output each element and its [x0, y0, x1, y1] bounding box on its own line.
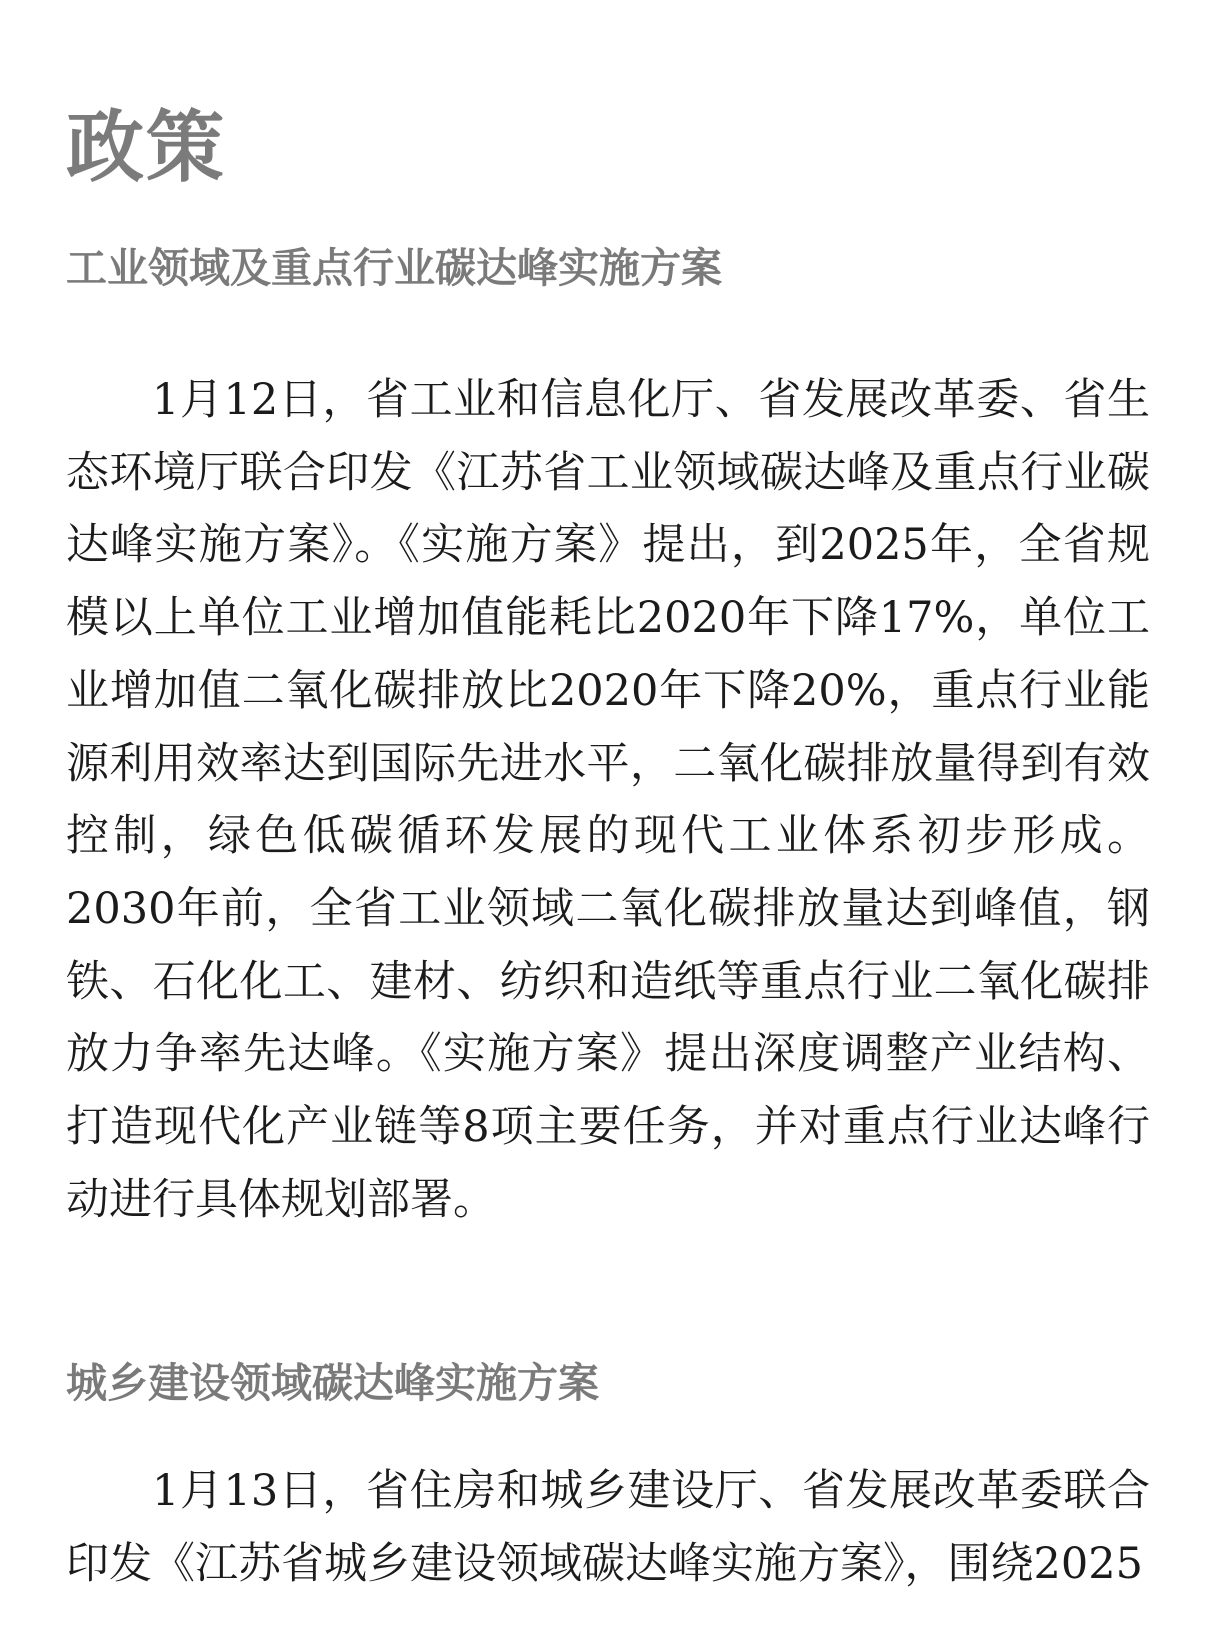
article-title: 城乡建设领域碳达峰实施方案	[66, 1359, 599, 1407]
section-title: 政策	[66, 103, 227, 193]
article-body: 1月13日，省住房和城乡建设厅、省发展改革委联合印发《江苏省城乡建设领域碳达峰实施方案》，围绕2025	[66, 1466, 1150, 1589]
article-industrial-carbon-peak	[66, 240, 1150, 1236]
article-title: 工业领域及重点行业碳达峰实施方案	[66, 244, 722, 292]
article-urban-rural-carbon-peak	[66, 1355, 1150, 1600]
article-body: 1月12日，省工业和信息化厅、省发展改革委、省生态环境厅联合印发《江苏省工业领域碳达峰及重点行业碳达峰实施方案》。《实施方案》提出，到2025年，全省规模以上单位工业增加值能耗比2020年下降17%，单位工业增加值二氧化碳排放比2020年下降20%，重点行业能源利用效率达到国际先进水平，二氧化碳排放量得到有效控制，绿色低碳循环发展的现代工业体系初步形成。2030年前，全省工业领域二氧化碳排放量达到峰值，钢铁、石化化工、建材、纺织和造纸等重点行业二氧化碳排放力争率先达峰。《实施方案》提出深度调整产业结构、打造现代化产业链等8项主要任务，并对重点行业达峰行动进行具体规划部署。	[66, 375, 1150, 1225]
